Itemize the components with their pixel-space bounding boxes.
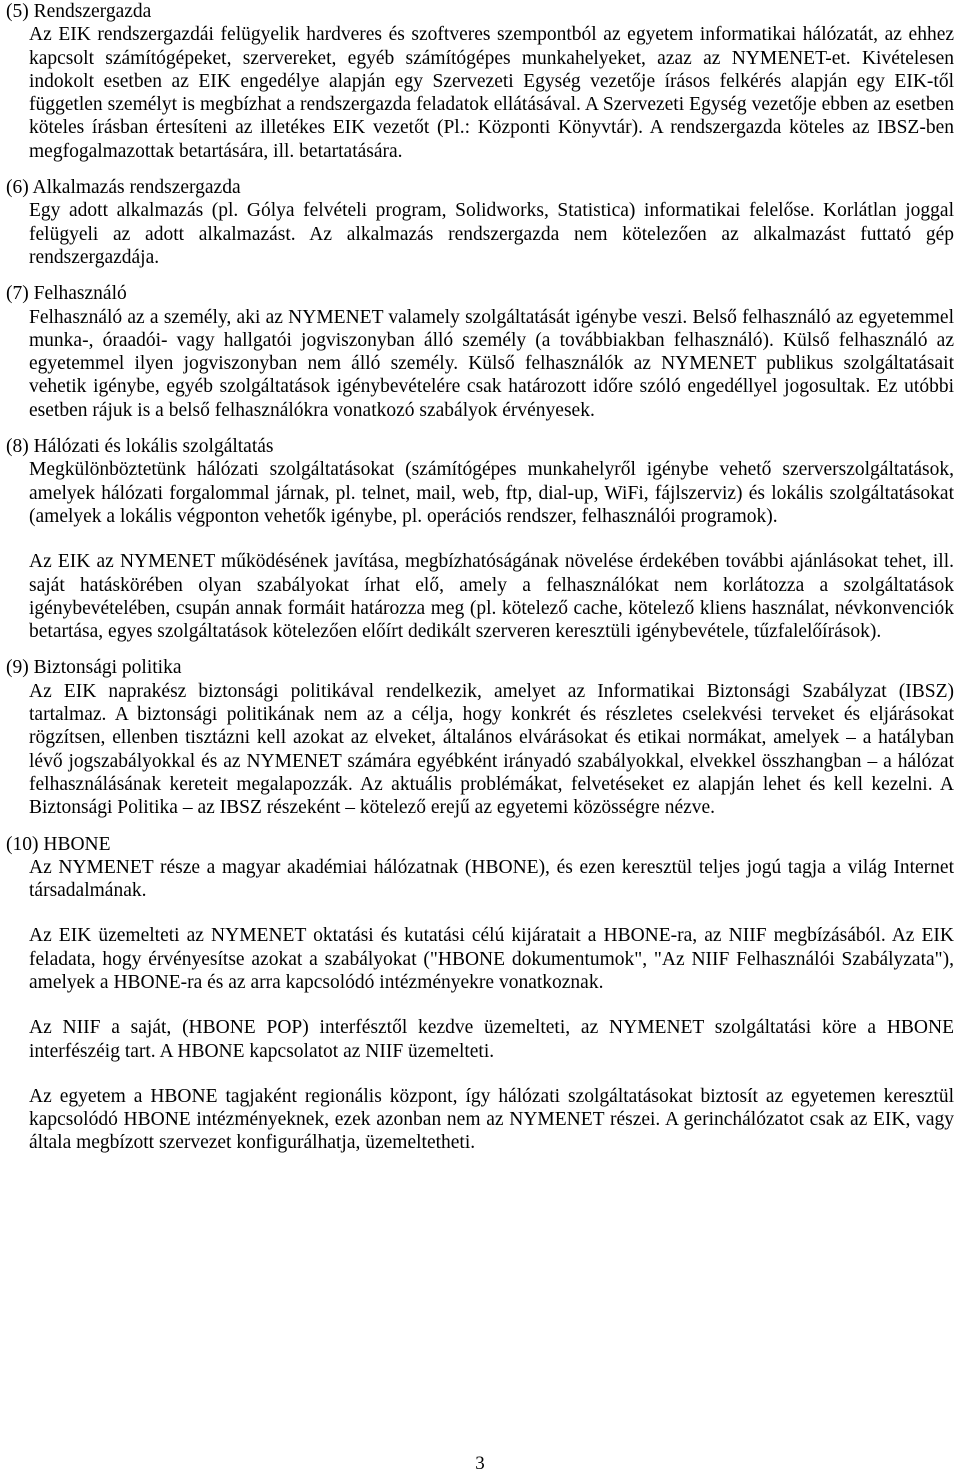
section-heading: (9) Biztonsági politika <box>6 657 182 679</box>
section-paragraph: Az EIK rendszergazdái felügyelik hardveres és szoftveres szempontból az egyetem informatikai hálózatát, az ehhez kapcsolt számítógépeket, szervereket, egyéb számítógépes munkahelyeket, azaz az NYMENET-et. Kivételesen indokolt esetben az EIK engedélye alapján egy Szervezeti Egység vezetője írásos felkérés alapján egy EIK-től független személyt is megbízhat a rendszergazda feladatok ellátásával. A Szervezeti Egység vezetője ebben az esetben köteles írásban értesíteni az illetékes EIK vezetőt (Pl.: Központi Könyvtár). A rendszergazda köteles az IBSZ-ben megfogalmazottak betartására, ill. betartatására. <box>29 24 954 162</box>
section-hbone <box>6 833 954 1155</box>
section-paragraph: Egy adott alkalmazás (pl. Gólya felvételi program, Solidworks, Statistica) informatikai felelőse. Korlátlan joggal felügyeli az adott alkalmazást. Az alkalmazás rendszergazda nem kötelezően az alkalmazást futtató gép rendszergazdája. <box>29 200 954 268</box>
section-biztonsagi-politika <box>6 656 954 819</box>
section-halozati-szolgaltatas <box>6 435 954 643</box>
section-heading: (10) HBONE <box>6 833 111 855</box>
section-paragraph: Az EIK naprakész biztonsági politikával rendelkezik, amelyet az Informatikai Biztonsági Szabályzat (IBSZ) tartalmaz. A biztonsági politikának nem az a célja, hogy konkrét és részletes cselekvési terveket és eljárásokat rögzítsen, ellenben tisztázni kell azokat az elveket, általános elvárásokat és etikai normákat, amelyek – a hatályban lévő jogszabályokkal és az NYMENET számára egyébként irányadó szabályokkal, elvekkel összhangban – a hálózat felhasználásának kereteit megalapozzák. Az aktuális problémákat, felvetéseket ez alapján lehet és kell kezelni. A Biztonsági Politika – az IBSZ részeként – kötelező erejű az egyetemi közösségre nézve. <box>29 680 954 819</box>
document-content <box>6 0 954 1168</box>
section-paragraph: Megkülönböztetünk hálózati szolgáltatásokat (számítógépes munkahelyről igénybe vehető szerverszolgáltatások, amelyek hálózati forgalommal járnak, pl. telnet, mail, web, ftp, dial-up, WiFi, fájlszerviz) és lokális szolgáltatásokat (amelyek a lokális végponton vehetők igénybe, pl. operációs rendszer, felhasználói programok). <box>29 459 954 527</box>
section-heading: (8) Hálózati és lokális szolgáltatás <box>6 436 274 458</box>
section-heading: (7) Felhasználó <box>6 283 127 305</box>
section-paragraph: Felhasználó az a személy, aki az NYMENET valamely szolgáltatását igénybe veszi. Belső felhasználó az egyetemmel munka-, óraadói- vagy hallgatói jogviszonyban álló személy (a továbbiakban felhasználó). Külső felhasználó az egyetemmel ilyen jogviszonyban nem álló személy. Külső felhasználók az NYMENET publikus szolgáltatásait vehetik igénybe, egyéb szolgáltatások igénybevételére csak határozott időre szóló engedéllyel jogosultak. Ez utóbbi esetben rájuk is a belső felhasználókra vonatkozó szabályok érvényesek. <box>29 306 954 421</box>
section-rendszergazda <box>6 0 954 163</box>
section-alkalmazas-rendszergazda <box>6 176 954 269</box>
page-number: 3 <box>475 1453 485 1474</box>
section-felhasznalo <box>6 282 954 422</box>
section-paragraph: Az egyetem a HBONE tagjaként regionális központ, így hálózati szolgáltatásokat biztosít az egyetemen keresztül kapcsolódó HBONE intézményeknek, ezek azonban nem az NYMENET részei. A gerinchálózatot csak az EIK, vagy általa megbízott szervezet konfigurálhatja, üzemeltetheti. <box>29 1085 954 1154</box>
section-paragraph: Az EIK az NYMENET működésének javítása, megbízhatóságának növelése érdekében további ajánlásokat tehet, ill. saját hatáskörében olyan szabályokat írhat elő, amely a felhasználókat nem korlátozza a szolgáltatások igénybevételében, csupán annak formáit határozza meg (pl. kötelező cache, kötelező kliens használat, névkonvenciók betartása, egyes szolgáltatások kötelezően előírt dedikált szerveren keresztüli igénybevétele, tűzfalelőírások). <box>29 551 954 643</box>
section-paragraph: Az NIIF a saját, (HBONE POP) interfésztől kezdve üzemelteti, az NYMENET szolgáltatási köre a HBONE interfészéig tart. A HBONE kapcsolatot az NIIF üzemelteti. <box>29 1017 954 1062</box>
section-paragraph: Az EIK üzemelteti az NYMENET oktatási és kutatási célú kijáratait a HBONE-ra, az NIIF megbízásából. Az EIK feladata, hogy érvényesítse azokat a szabályokat ("HBONE dokumentumok", "Az NIIF Felhasználói Szabályzata"), amelyek a HBONE-ra és az arra kapcsolódó intézményekre vonatkoznak. <box>29 925 954 993</box>
section-heading: (5) Rendszergazda <box>6 1 152 22</box>
section-heading: (6) Alkalmazás rendszergazda <box>6 177 241 199</box>
section-paragraph: Az NYMENET része a magyar akadémiai hálózatnak (HBONE), és ezen keresztül teljes jogú tagja a világ Internet társadalmának. <box>29 856 954 902</box>
